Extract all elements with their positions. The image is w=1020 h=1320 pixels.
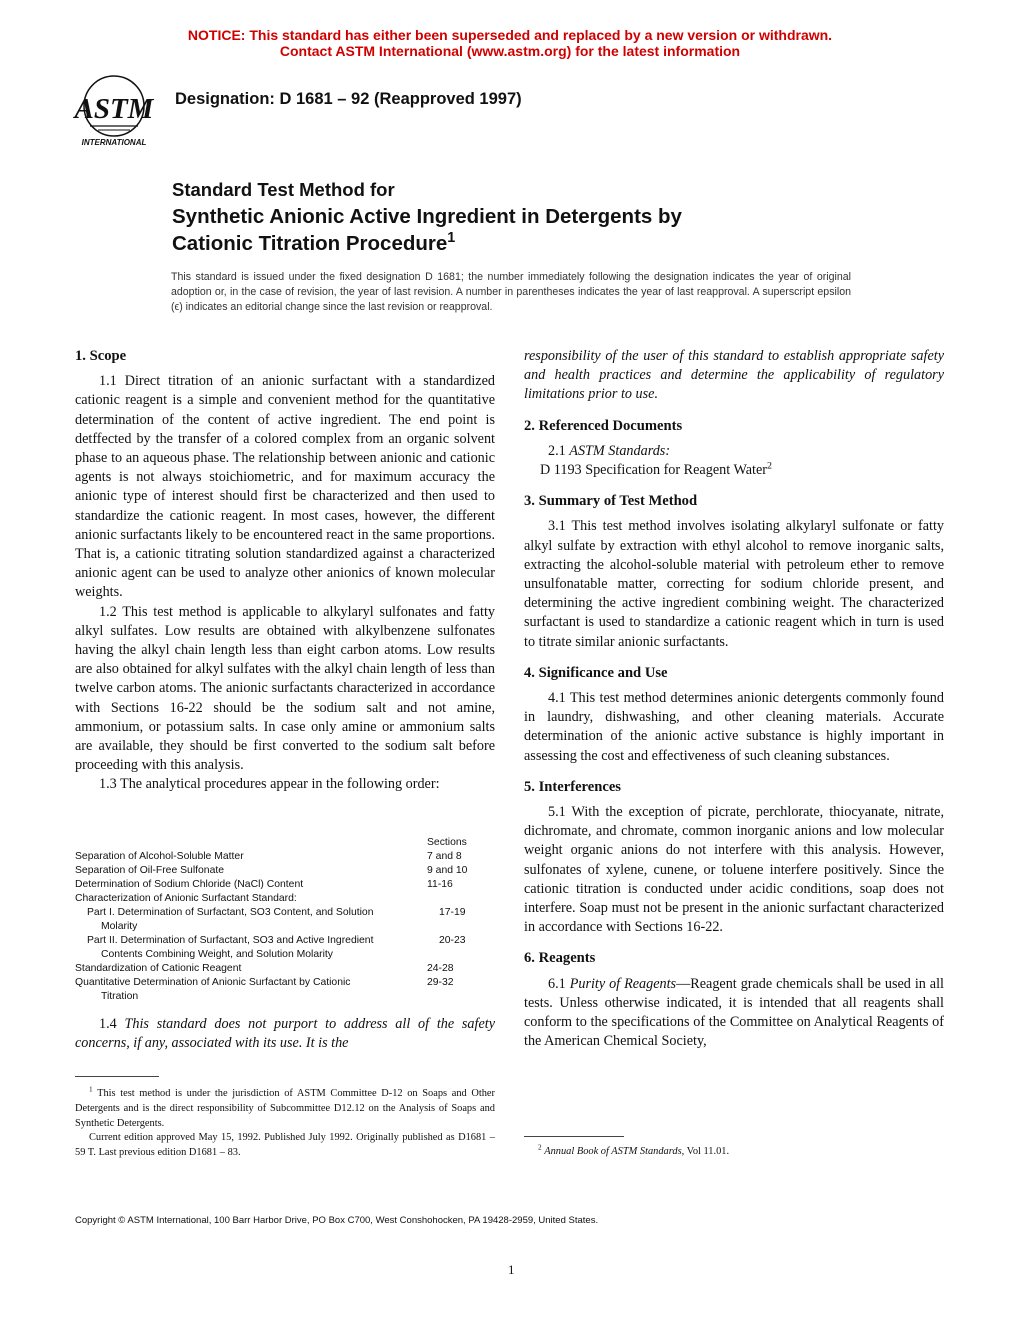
para-1-1: 1.1 Direct titration of an anionic surfactant with a standardized cationic reagent is a simple and convenient method for the quantitative determination of the content of active ingredient. The end point is detffected by the transfer of a colored complex from an organic solvent phase to an aqueous phase. The relationship between anionic and cationic agents is not always stoichiometric, and for maximum accuracy the anionic type of interest should first be characterized and then used to standardize the cationic reagent. In most cases, however, the different anionic surfactants likely to be encountered react in the same proportions. That is, a cationic titrating solution standardized against a characterized anionic agent can be used to analyze other anionics of known molecular weights. [75,373,495,601]
para-5-1: 5.1 With the exception of picrate, perchlorate, thiocyanate, nitrate, dichromate, and chromate, common inorganic anions and low molecular weight organic anions do not interfere with this analysis. However, sulfonates of xylene, cunene, or toluene interfere positively. Since the cationic titration is conducted under acidic conditions, soap does not interfere. Soap must not be present in the anionic surfactant characterized in accordance with Sections 16-22. [524,804,944,936]
table-header-row [75,836,495,850]
table-row: Separation of Alcohol-Soluble Matter 7 and 8 [75,851,462,862]
notice-line-1: NOTICE: This standard has either been superseded and replaced by a new version or withdrawn. [187,27,833,43]
logo-letters: ASTM [74,93,154,125]
document-title [172,176,682,257]
left-column [75,347,495,795]
section-2-heading: 2. Referenced Documents [524,417,683,434]
table-row: Separation of Oil-Free Sulfonate 9 and 10 [75,865,468,876]
intro-note: This standard is issued under the fixed designation D 1681; the number immediately following the designation indicates the year of original adoption or, in the case of revision, the year of last revision. A number in parentheses indicates the year of last reapproval. A superscript epsilon (ϵ) indicates an editorial change since the last revision or reapproval. [171,271,851,313]
footnote-divider-right [524,1136,624,1137]
section-6-heading: 6. Reagents [524,950,596,967]
para-3-1: 3.1 This test method involves isolating alkylaryl sulfonate or fatty alkyl sulfate by extraction with ethyl alcohol to remove inorganic salts, extracting the alcohol-soluble material with petroleum ether to remove unsulfonatable matter, correcting for sodium chloride present, and determining the active ingredient combining weight. The characterized surfactant is used to standardize a cationic reagent which in turn is used to titrate similar anionic surfactants. [524,518,944,650]
table-row: Part I. Determination of Surfactant, SO3 Content, and Solution 17-19 [87,907,466,918]
title-line-2: Synthetic Anionic Active Ingredient in Detergents by [172,205,682,228]
table-row: Determination of Sodium Chloride (NaCl) Content 11-16 [75,879,453,890]
title-line-3: Cationic Titration Procedure$^1$ [172,230,456,255]
footnote-1: $^1$ This test method is under the jurisdiction of ASTM Committee D-12 on Soaps and Other Detergents and is the direct responsibility of Subcommittee D12.12 on the Analysis of Soaps and Synthetic Detergents. [75,1085,495,1129]
table-row: Part II. Determination of Surfactant, SO3 and Active Ingredient 20-23 [87,935,466,946]
table-row: Standardization of Cationic Reagent 24-28 [75,963,454,974]
para-1-3: 1.3 The analytical procedures appear in the following order: [99,776,440,793]
copyright-line: Copyright © ASTM International, 100 Barr Harbor Drive, PO Box C700, West Conshohocken, PA 19428-2959, United States. [75,1215,599,1226]
sections-header: Sections [427,837,467,848]
table-row: Titration [101,991,139,1002]
logo-text: INTERNATIONAL [81,138,147,147]
procedures-table [75,836,495,1004]
astm-logo [70,74,162,150]
table-row: Quantitative Determination of Anionic Surfactant by Cationic 29-32 [75,977,454,988]
notice-line-2: Contact ASTM International (www.astm.org) for the latest information [279,43,741,59]
para-1-4-continued: responsibility of the user of this standard to establish appropriate safety and health practices and determine the applicability of regulatory limitations prior to use. [524,348,944,403]
footnote-2: $^2$ Annual Book of ASTM Standards, Vol 11.01. [538,1143,730,1157]
title-footnote-ref: 1 [447,230,456,247]
designation: Designation: D 1681 – 92 (Reapproved 1997) [175,90,522,108]
para-4-1: 4.1 This test method determines anionic detergents commonly found in laundry, dishwashing, and other cleaning materials. Accurate determination of the anionic active substance is highly important in assessing the cost and effectiveness of such cleaning substances. [524,690,944,764]
reference-d1193: D 1193 Specification for Reagent Water$^2$ [540,460,772,479]
table-row: Molarity [101,921,138,932]
right-column [524,347,944,1052]
para-6-1: 6.1 Purity of Reagents—Reagent grade chemicals shall be used in all tests. Unless otherwise indicated, it is intended that all reagents shall conform to the specifications of the Committee on Analytical Reagents of the American Chemical Society, [524,975,944,1050]
footnote-divider [75,1076,159,1077]
table-row: Contents Combining Weight, and Solution Molarity [101,949,333,960]
section-5-heading: 5. Interferences [524,778,621,795]
section-3-heading: 3. Summary of Test Method [524,493,698,510]
section-4-heading: 4. Significance and Use [524,664,668,681]
para-1-4: 1.4 This standard does not purport to address all of the safety concerns, if any, associated with its use. It is the [75,1016,495,1052]
section-1-heading: 1. Scope [75,348,127,364]
footnote-1-edition: Current edition approved May 15, 1992. Published July 1992. Originally published as D1681 – 59 T. Last previous edition D1681 – 83. [75,1132,495,1159]
page-number: 1 [508,1262,515,1277]
table-row: Characterization of Anionic Surfactant Standard: [75,893,297,904]
para-1-2: 1.2 This test method is applicable to alkylaryl sulfonates and fatty alkyl sulfates. Low results are obtained with alkylbenzene sulfonates having the alkyl chain length less than eight carbon atoms. Low results are also obtained for alkyl sulfates with the alkyl chain length of less than twelve carbon atoms. The anionic surfactants characterized in accordance with Sections 16-22 should be the sodium salt and not amine, ammonium, or potassium salts. In case only amine or ammonium salts are available, they should be first converted to the sodium salt before proceeding with this analysis. [75,603,495,774]
left-footnotes [75,1087,495,1161]
title-line-1: Standard Test Method for [172,179,395,200]
para-2-1: 2.1 ASTM Standards: [548,442,671,459]
